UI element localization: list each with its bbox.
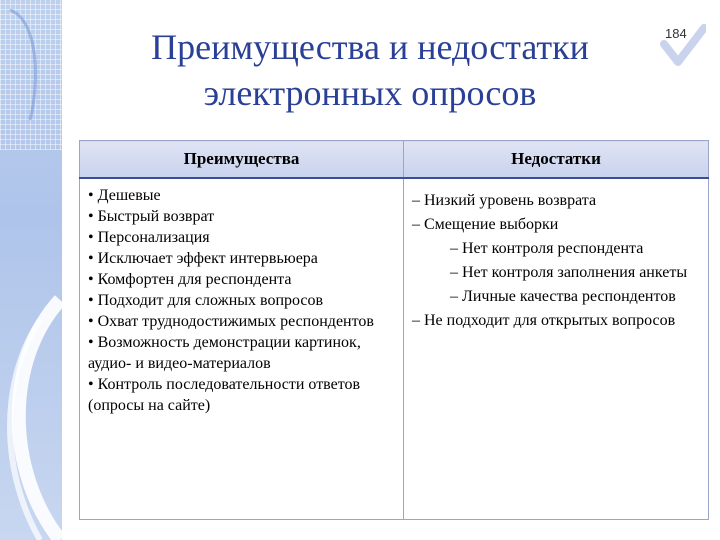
list-item: – Нет контроля заполнения анкеты: [450, 264, 688, 281]
list-item: • Исключает эффект интервьюера: [88, 250, 318, 267]
comparison-table: [79, 140, 709, 520]
disadvantages-cell: [404, 178, 709, 520]
slide-title: [110, 24, 630, 116]
list-item: – Личные качества респондентов: [450, 288, 676, 305]
page-number: 184: [665, 26, 687, 41]
list-item: • Дешевые: [88, 187, 161, 204]
list-item: • Возможность демонстрации картинок, аудио- и видео-материалов: [88, 334, 361, 372]
title-line-2: электронных опросов: [203, 73, 537, 113]
list-item: – Низкий уровень возврата: [412, 192, 597, 209]
list-item: – Нет контроля респондента: [450, 240, 644, 257]
advantages-cell: [80, 178, 404, 520]
list-item: – Смещение выборки: [412, 216, 559, 233]
list-item: – Не подходит для открытых вопросов: [412, 312, 676, 329]
list-item: • Персонализация: [88, 229, 210, 246]
list-item: • Контроль последовательности ответов (опросы на сайте): [88, 376, 361, 414]
list-item: • Быстрый возврат: [88, 208, 215, 225]
list-item: • Комфортен для респондента: [88, 271, 292, 288]
title-line-1: Преимущества и недостатки: [151, 27, 589, 67]
decorative-curves: [0, 0, 70, 540]
list-item: • Подходит для сложных вопросов: [88, 292, 324, 309]
header-advantages: Преимущества: [80, 141, 404, 179]
list-item: • Охват труднодостижимых респондентов: [88, 313, 374, 330]
header-disadvantages: Недостатки: [404, 141, 709, 179]
